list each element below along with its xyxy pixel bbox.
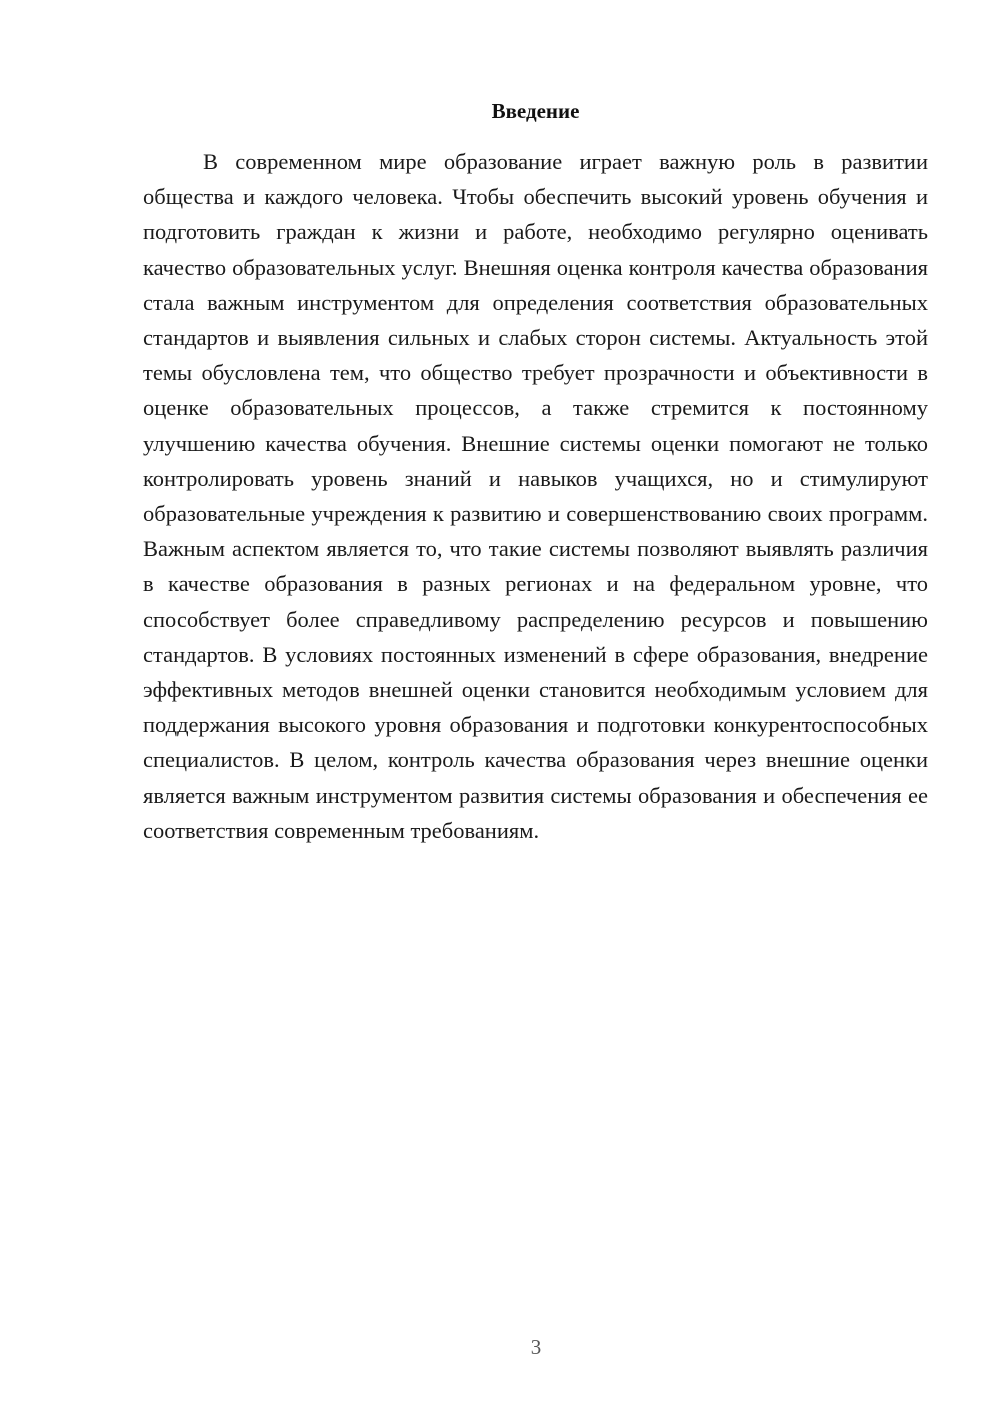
section-heading: Введение bbox=[491, 99, 580, 123]
body-paragraph: В современном мире образование играет важную роль в развитии общества и каждого человека. Чтобы обеспечить высокий уровень обучения и подготовить граждан к жизни и работе, необходимо регулярно оценивать качество образовательных услуг. Внешняя оценка контроля качества образования стала важным инструментом для определения соответствия образовательных стандартов и выявления сильных и слабых сторон системы. Актуальность этой темы обусловлена тем, что общество требует прозрачности и объективности в оценке образовательных процессов, а также стремится к постоянному улучшению качества обучения. Внешние системы оценки помогают не только контролировать уровень знаний и навыков учащихся, но и стимулируют образовательные учреждения к развитию и совершенствованию своих программ. Важным аспектом является то, что такие системы позволяют выявлять различия в качестве образования в разных регионах и на федеральном уровне, что способствует более справедливому распределению ресурсов и повышению стандартов. В условиях постоянных изменений в сфере образования, внедрение эффективных методов внешней оценки становится необходимым условием для поддержания высокого уровня образования и подготовки конкурентоспособных специалистов. В целом, контроль качества образования через внешние оценки является важным инструментом развития системы образования и обеспечения ее соответствия современным требованиям. bbox=[143, 149, 928, 843]
page-number: 3 bbox=[530, 1335, 542, 1359]
